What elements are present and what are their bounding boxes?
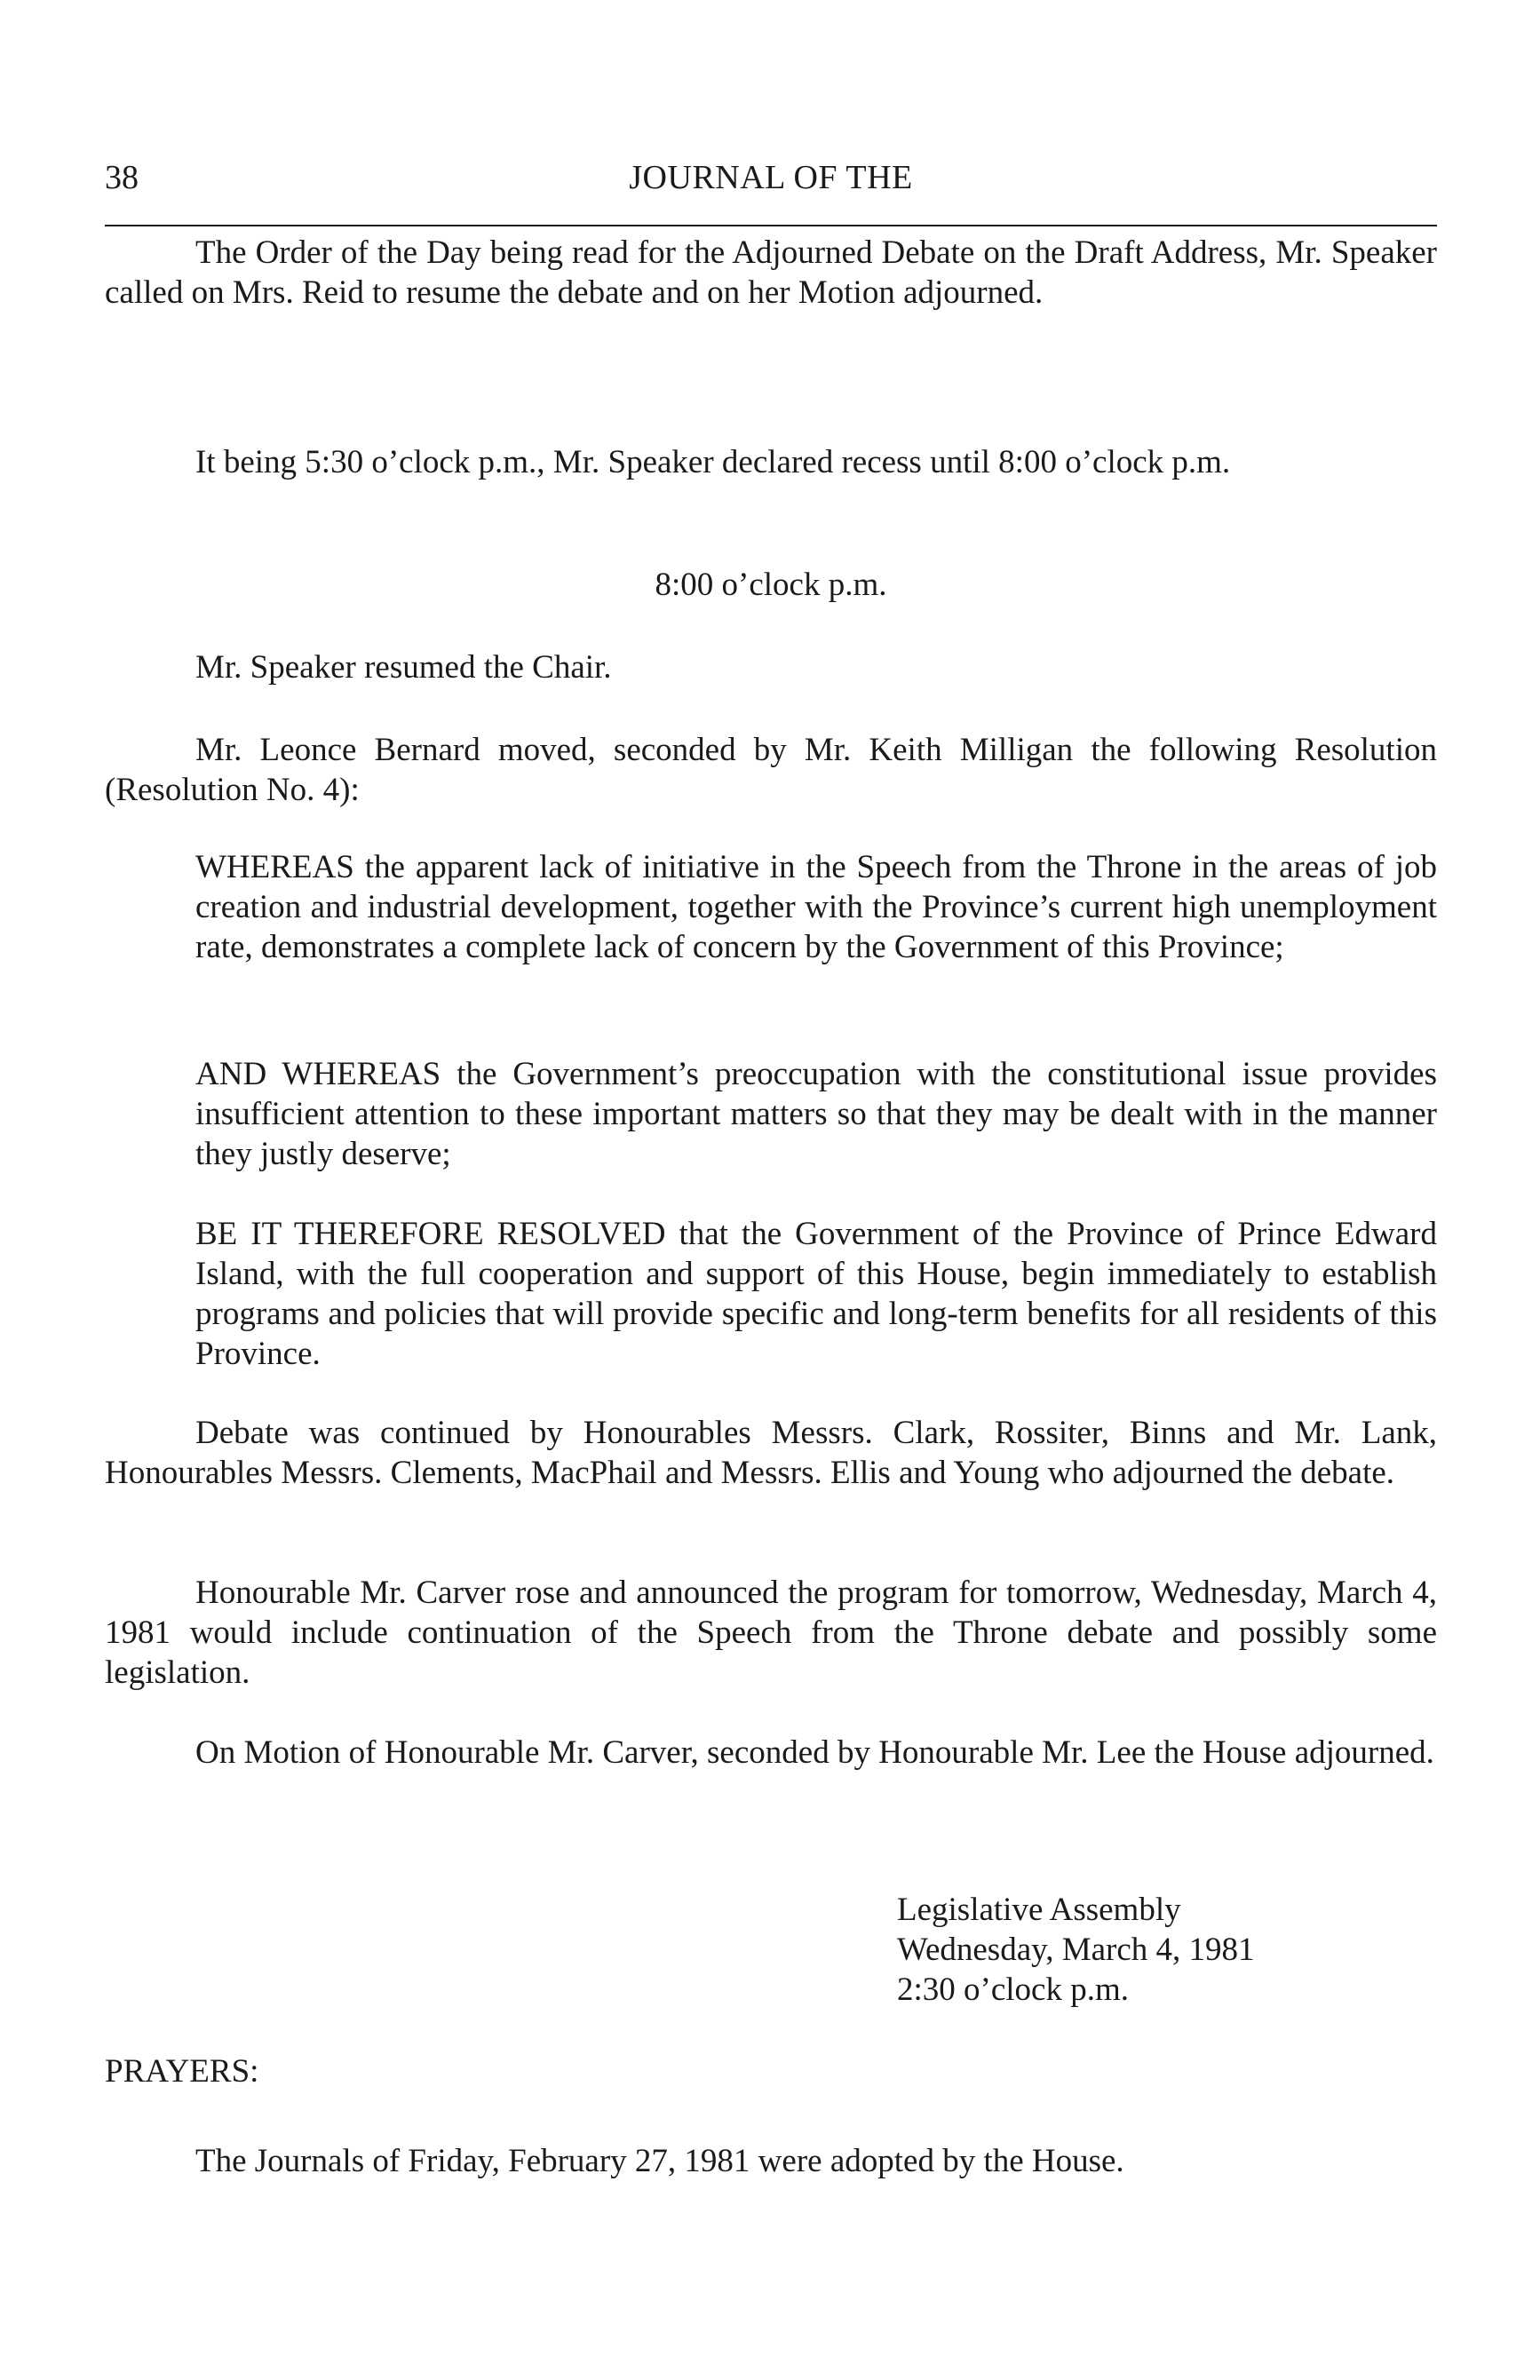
sitting-time: 2:30 o’clock p.m. <box>897 1971 1130 2008</box>
running-head: JOURNAL OF THE <box>629 159 913 196</box>
paragraph-motion: Mr. Leonce Bernard moved, seconded by Mr. Keith Milligan the following Resolution (Resolution No. 4): <box>105 732 1437 808</box>
page-header <box>105 158 1437 201</box>
paragraph-journals: The Journals of Friday, February 27, 1981 were adopted by the House. <box>195 2143 1124 2179</box>
resolution-whereas-1: WHEREAS the apparent lack of initiative in the Speech from the Throne in the areas of job creation and industrial development, together with the Province’s current high unemployment rate, demonstrates a complete lack of concern by the Government of this Province; <box>195 849 1437 965</box>
paragraph-adjourned: On Motion of Honourable Mr. Carver, seconded by Honourable Mr. Lee the House adjourned. <box>195 1734 1434 1771</box>
paragraph-chair: Mr. Speaker resumed the Chair. <box>195 649 612 686</box>
header-rule <box>105 225 1437 226</box>
paragraph-recess: It being 5:30 o’clock p.m., Mr. Speaker declared recess until 8:00 o’clock p.m. <box>195 444 1231 480</box>
sitting-date: Wednesday, March 4, 1981 <box>897 1932 1255 1968</box>
resolution-resolved: BE IT THEREFORE RESOLVED that the Government of the Province of Prince Edward Island, with the full cooperation and support of this House, begin immediately to establish programs and policies that will provide specific and long-term benefits for all residents of this Province. <box>195 1216 1437 1372</box>
resolution-whereas-2: AND WHEREAS the Government’s preoccupation with the constitutional issue provides insufficient attention to these important matters so that they may be dealt with in the manner they justly deserve; <box>195 1056 1437 1172</box>
page-number: 38 <box>105 159 139 196</box>
paragraph-debate: Debate was continued by Honourables Messrs. Clark, Rossiter, Binns and Mr. Lank, Honourables Messrs. Clements, MacPhail and Messrs. Ellis and Young who adjourned the debate. <box>105 1415 1437 1491</box>
sitting-block <box>897 1890 1255 2010</box>
sitting-body: Legislative Assembly <box>897 1892 1181 1928</box>
time-heading: 8:00 o’clock p.m. <box>655 567 887 603</box>
paragraph-program: Honourable Mr. Carver rose and announced the program for tomorrow, Wednesday, March 4, 1981 would include continuation of the Speech from the Throne debate and possibly some legislation. <box>105 1575 1437 1691</box>
prayers-heading: PRAYERS: <box>105 2053 259 2090</box>
paragraph-order-of-day: The Order of the Day being read for the Adjourned Debate on the Draft Address, Mr. Speaker called on Mrs. Reid to resume the debate and on her Motion adjourned. <box>105 234 1437 311</box>
